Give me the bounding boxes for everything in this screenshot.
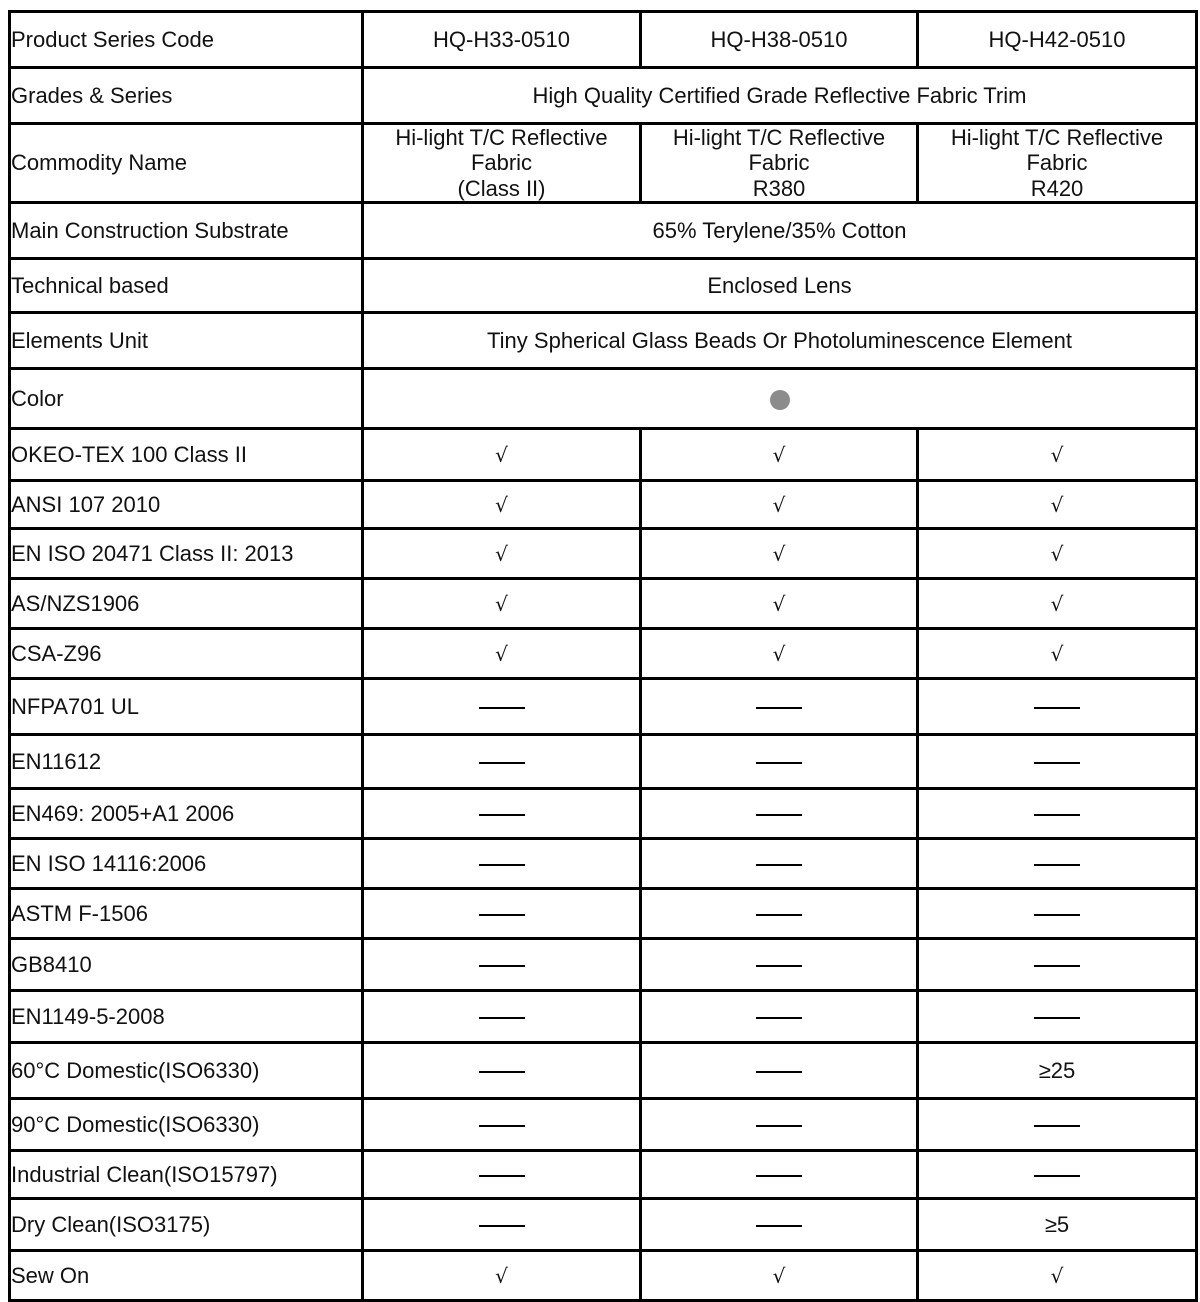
not-applicable-cell [641,938,918,990]
not-applicable-cell [641,1198,918,1250]
row-label: ASTM F-1506 [10,888,363,938]
table-row [10,628,1197,678]
substrate-value: 65% Terylene/35% Cotton [363,202,1197,258]
table-row [10,578,1197,628]
grades-value: High Quality Certified Grade Reflective Fabric Trim [363,68,1197,124]
compliant-cell [918,528,1197,578]
table-row [10,990,1197,1042]
not-applicable-cell [363,1098,641,1150]
compliant-cell [918,428,1197,480]
row-label: Commodity Name [10,124,363,203]
color-cell [363,368,1197,428]
dash-icon [756,1225,802,1227]
checkmark-icon: √ [772,541,786,566]
dash-icon [756,965,802,967]
not-applicable-cell [641,678,918,734]
not-applicable-cell [641,1150,918,1198]
dash-icon [1034,1175,1080,1177]
checkmark-icon: √ [772,591,786,616]
table-row [10,1198,1197,1250]
table-row [10,1098,1197,1150]
row-label: Main Construction Substrate [10,202,363,258]
checkmark-icon: √ [495,641,508,666]
compliant-cell [363,480,641,528]
checkmark-icon: √ [772,442,786,467]
dash-icon [1034,814,1080,816]
row-label: CSA-Z96 [10,628,363,678]
commodity-line2: R420 [1030,175,1084,201]
compliant-cell [918,628,1197,678]
dash-icon [756,914,802,916]
not-applicable-cell [363,1198,641,1250]
not-applicable-cell [918,990,1197,1042]
checkmark-icon: √ [772,1263,786,1288]
row-label: Dry Clean(ISO3175) [10,1198,363,1250]
row-commodity-name [10,124,1197,203]
not-applicable-cell [641,788,918,838]
checkmark-icon: √ [1050,641,1064,666]
row-label: EN1149-5-2008 [10,990,363,1042]
row-label: EN ISO 20471 Class II: 2013 [10,528,363,578]
row-label: Grades & Series [10,68,363,124]
not-applicable-cell [363,1150,641,1198]
commodity-cell [363,124,641,203]
row-label: GB8410 [10,938,363,990]
dash-icon [479,965,525,967]
table-row [10,1042,1197,1098]
table-row [10,1150,1197,1198]
checkmark-icon: √ [495,442,508,467]
compliant-cell [363,428,641,480]
value-cell: ≥25 [918,1042,1197,1098]
not-applicable-cell [918,1150,1197,1198]
dash-icon [1034,864,1080,866]
row-label: Sew On [10,1250,363,1300]
dash-icon [756,1125,802,1127]
compliant-cell [363,628,641,678]
row-product-series-code [10,12,1197,68]
row-label: Product Series Code [10,12,363,68]
dash-icon [479,1125,525,1127]
not-applicable-cell [918,838,1197,888]
compliant-cell [641,428,918,480]
dash-icon [1034,762,1080,764]
table-row [10,678,1197,734]
checkmark-icon: √ [1050,1263,1064,1288]
commodity-cell [918,124,1197,203]
series-code-cell: HQ-H42-0510 [918,12,1197,68]
not-applicable-cell [641,734,918,788]
compliant-cell [641,1250,918,1300]
checkmark-icon: √ [1050,541,1064,566]
checkmark-icon: √ [1050,492,1064,517]
table-row [10,838,1197,888]
checkmark-icon: √ [495,591,508,616]
not-applicable-cell [918,678,1197,734]
dash-icon [756,864,802,866]
row-label: EN ISO 14116:2006 [10,838,363,888]
dash-icon [479,1017,525,1019]
not-applicable-cell [641,1098,918,1150]
row-label: AS/NZS1906 [10,578,363,628]
checkmark-icon: √ [495,492,508,517]
not-applicable-cell [641,888,918,938]
table-row [10,428,1197,480]
dash-icon [479,914,525,916]
row-label: 90°C Domestic(ISO6330) [10,1098,363,1150]
dash-icon [756,1175,802,1177]
commodity-line2: R380 [752,175,806,201]
checkmark-icon: √ [772,492,786,517]
dash-icon [1034,707,1080,709]
dash-icon [1034,1017,1080,1019]
dash-icon [479,1225,525,1227]
checkmark-icon: √ [495,1263,508,1288]
commodity-line2: (Class II) [457,175,546,201]
dash-icon [756,762,802,764]
row-label: OKEO-TEX 100 Class II [10,428,363,480]
series-code-cell: HQ-H38-0510 [641,12,918,68]
not-applicable-cell [363,938,641,990]
row-color [10,368,1197,428]
compliant-cell [641,528,918,578]
dash-icon [1034,1125,1080,1127]
not-applicable-cell [641,1042,918,1098]
value-cell: ≥5 [918,1198,1197,1250]
row-label: EN469: 2005+A1 2006 [10,788,363,838]
checkmark-icon: √ [495,541,508,566]
checkmark-icon: √ [1050,442,1064,467]
row-grades-series [10,68,1197,124]
compliant-cell [641,480,918,528]
dash-icon [756,814,802,816]
not-applicable-cell [363,838,641,888]
row-elements-unit [10,312,1197,368]
row-technical-based [10,258,1197,312]
row-label: Elements Unit [10,312,363,368]
row-label: Color [10,368,363,428]
not-applicable-cell [918,734,1197,788]
dash-icon [479,814,525,816]
compliant-cell [641,578,918,628]
row-label: Industrial Clean(ISO15797) [10,1150,363,1198]
commodity-cell [641,124,918,203]
not-applicable-cell [363,888,641,938]
dash-icon [479,1071,525,1073]
dash-icon [479,762,525,764]
color-swatch-icon [770,390,790,410]
not-applicable-cell [918,788,1197,838]
table-row [10,788,1197,838]
table-row [10,938,1197,990]
dash-icon [1034,965,1080,967]
commodity-line1: Hi-light T/C Reflective Fabric [950,125,1164,176]
row-label: ANSI 107 2010 [10,480,363,528]
row-main-construction-substrate [10,202,1197,258]
dash-icon [479,707,525,709]
compliant-cell [918,1250,1197,1300]
table-row [10,528,1197,578]
table-row [10,888,1197,938]
checkmark-icon: √ [772,641,786,666]
table-row [10,480,1197,528]
not-applicable-cell [363,678,641,734]
table-row [10,1250,1197,1300]
row-label: Technical based [10,258,363,312]
elements-value: Tiny Spherical Glass Beads Or Photoluminescence Element [363,312,1197,368]
dash-icon [479,864,525,866]
not-applicable-cell [918,888,1197,938]
product-spec-table [8,10,1198,1302]
table-row [10,734,1197,788]
dash-icon [756,707,802,709]
compliant-cell [363,1250,641,1300]
commodity-line1: Hi-light T/C Reflective Fabric [672,125,886,176]
dash-icon [479,1175,525,1177]
not-applicable-cell [363,990,641,1042]
compliant-cell [918,480,1197,528]
row-label: 60°C Domestic(ISO6330) [10,1042,363,1098]
checkmark-icon: √ [1050,591,1064,616]
not-applicable-cell [363,1042,641,1098]
compliant-cell [641,628,918,678]
dash-icon [1034,914,1080,916]
dash-icon [756,1071,802,1073]
compliant-cell [363,578,641,628]
row-label: EN11612 [10,734,363,788]
technical-value: Enclosed Lens [363,258,1197,312]
dash-icon [756,1017,802,1019]
not-applicable-cell [918,938,1197,990]
not-applicable-cell [641,838,918,888]
not-applicable-cell [641,990,918,1042]
series-code-cell: HQ-H33-0510 [363,12,641,68]
not-applicable-cell [363,734,641,788]
row-label: NFPA701 UL [10,678,363,734]
not-applicable-cell [363,788,641,838]
compliant-cell [363,528,641,578]
compliant-cell [918,578,1197,628]
commodity-line1: Hi-light T/C Reflective Fabric [395,125,608,176]
not-applicable-cell [918,1098,1197,1150]
